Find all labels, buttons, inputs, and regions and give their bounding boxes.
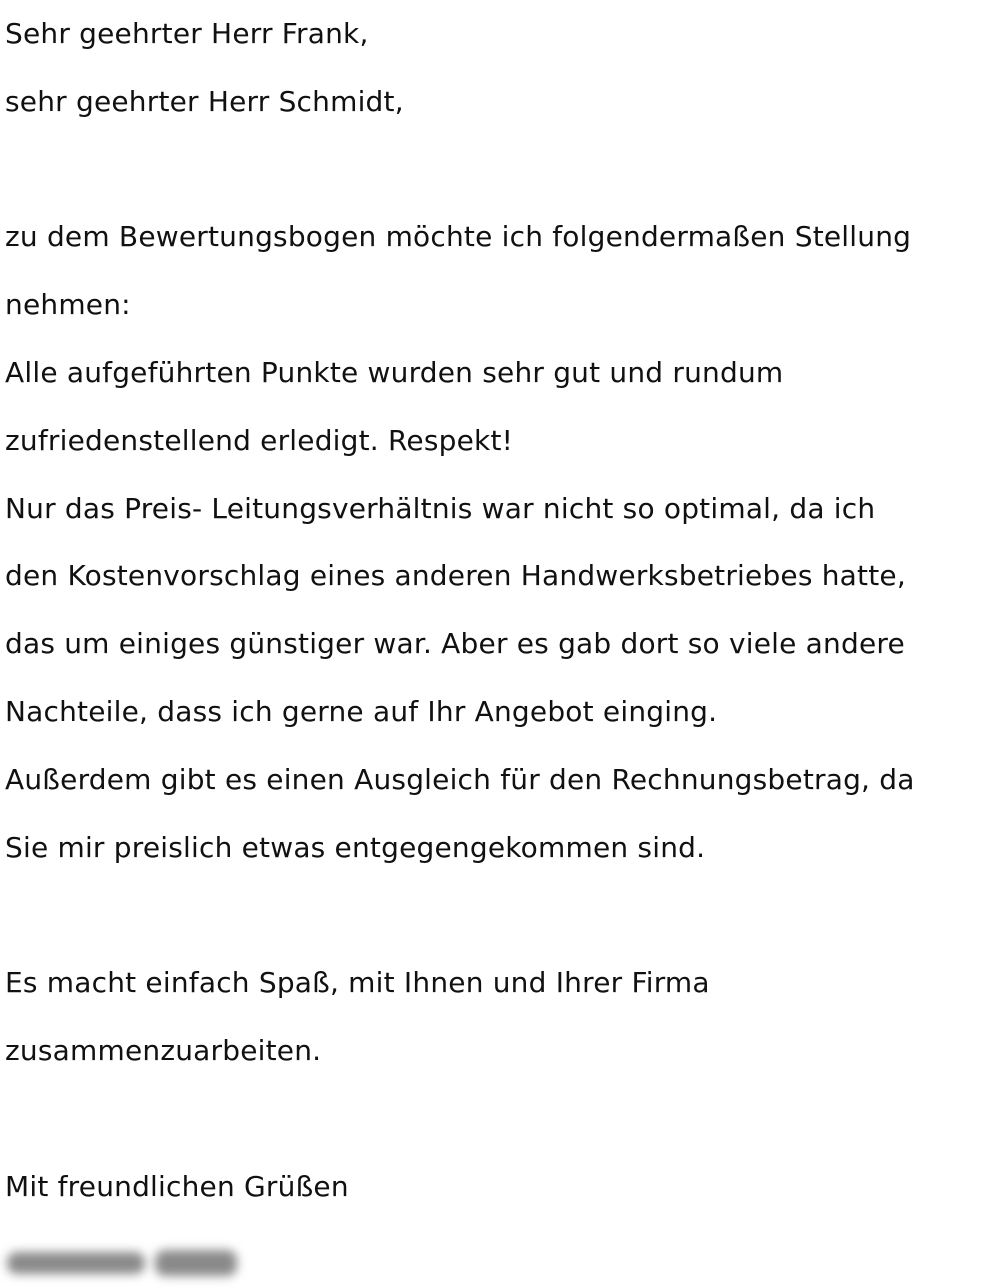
- blurred-signature: [5, 1220, 980, 1288]
- paragraph-line: zufriedenstellend erledigt. Respekt!: [5, 423, 514, 457]
- salutation-line-1: Sehr geehrter Herr Frank,: [5, 17, 369, 50]
- paragraph-line: Sie mir preislich etwas entgegengekommen sind.: [5, 830, 706, 864]
- blank-line: [5, 136, 980, 204]
- paragraph-line: das um einiges günstiger war. Aber es gab dort so viele andere: [5, 627, 905, 661]
- letter-body: [5, 0, 980, 1288]
- paragraph-line: Nachteile, dass ich gerne auf Ihr Angebot einging.: [5, 694, 718, 728]
- closing-line: Mit freundlichen Grüßen: [5, 1169, 349, 1203]
- paragraph-line: zusammenzuarbeiten.: [5, 1033, 322, 1067]
- blank-line: [5, 881, 980, 949]
- paragraph-line: den Kostenvorschlag eines anderen Handwerksbetriebes hatte,: [5, 559, 906, 593]
- paragraph-line: Alle aufgeführten Punkte wurden sehr gut und rundum: [5, 355, 784, 389]
- paragraph-line: Außerdem gibt es einen Ausgleich für den Rechnungsbetrag, da: [5, 762, 915, 796]
- blank-line: [5, 1085, 980, 1153]
- paragraph-line: zu dem Bewertungsbogen möchte ich folgendermaßen Stellung: [5, 220, 912, 254]
- paragraph-line: nehmen:: [5, 288, 131, 322]
- signature-redaction: [5, 1240, 240, 1286]
- paragraph-line: Es macht einfach Spaß, mit Ihnen und Ihrer Firma: [5, 966, 710, 1000]
- salutation-line-2: sehr geehrter Herr Schmidt,: [5, 84, 404, 118]
- paragraph-line: Nur das Preis- Leitungsverhältnis war nicht so optimal, da ich: [5, 491, 876, 525]
